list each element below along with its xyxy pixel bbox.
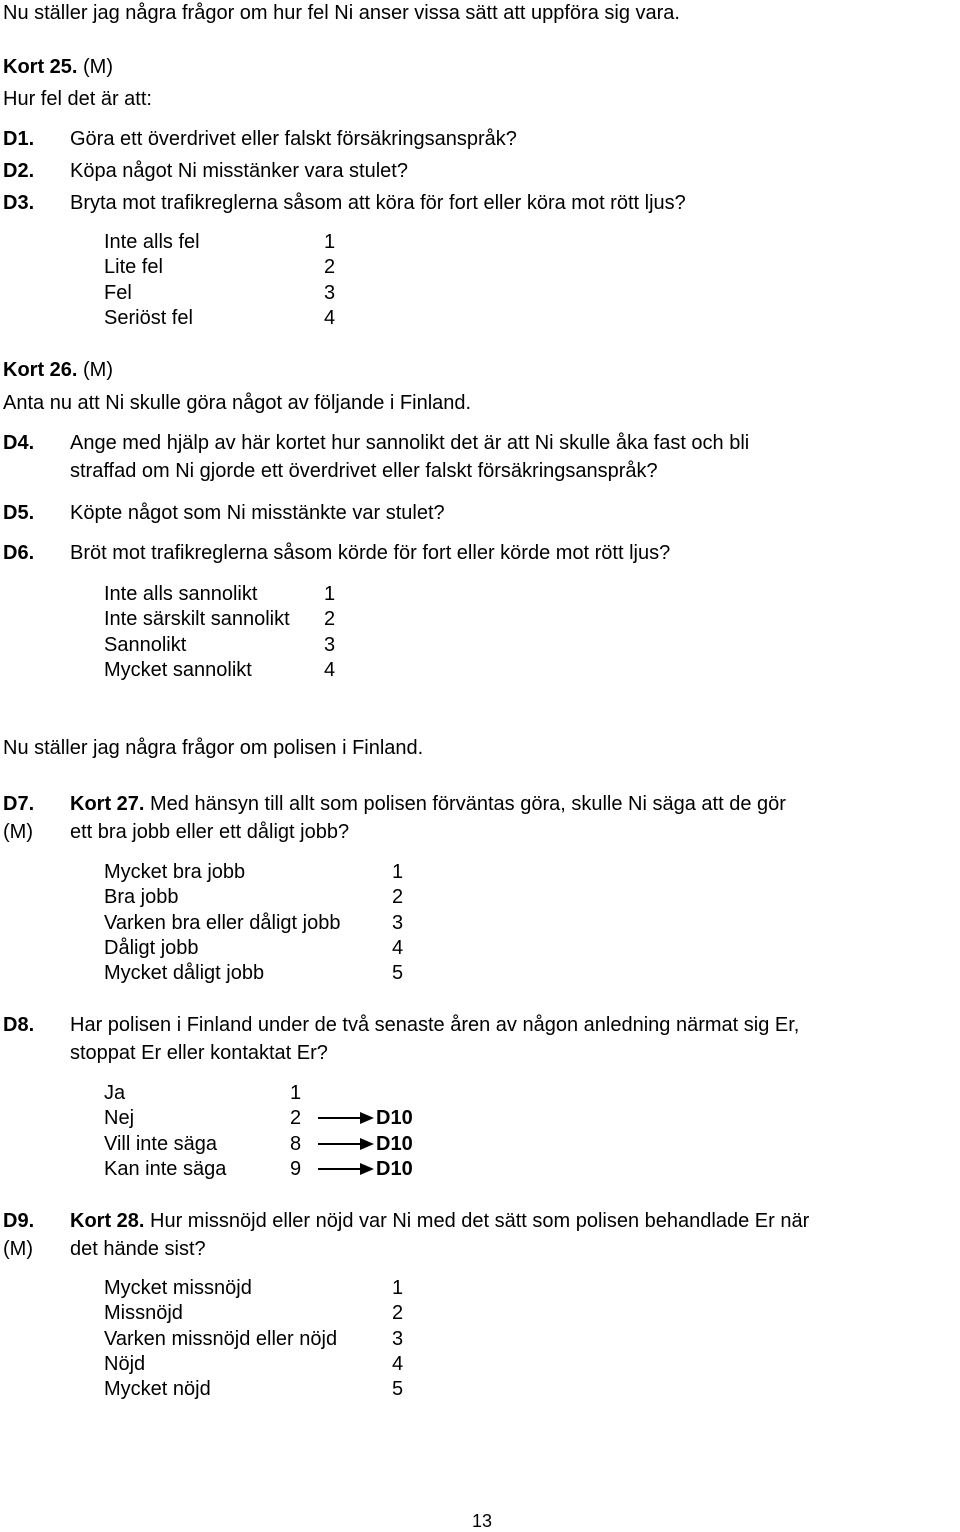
- option-code: 2: [392, 1302, 404, 1325]
- option-label: Nej: [104, 1107, 135, 1130]
- answer-option: [104, 306, 336, 331]
- question-id-d3: D3.: [3, 192, 35, 214]
- question-mark-d7: (M): [3, 821, 33, 843]
- option-code: 2: [392, 886, 404, 909]
- answer-option: [104, 230, 336, 255]
- card-label: Kort 28.: [70, 1210, 145, 1232]
- skip-arrow-icon: [318, 1134, 374, 1154]
- answer-option: [104, 607, 336, 632]
- skip-target: D10: [376, 1107, 413, 1130]
- question-text-d8-line1: Har polisen i Finland under de två senaste åren av någon anledning närmat sig Er,: [70, 1014, 800, 1036]
- option-code: 3: [392, 911, 404, 934]
- section-intro: Nu ställer jag några frågor om hur fel Ni anser vissa sätt att uppföra sig vara.: [3, 2, 680, 24]
- option-code: 3: [392, 1327, 404, 1350]
- answer-option: [104, 1301, 404, 1326]
- option-label: Sannolikt: [104, 633, 187, 656]
- card-lead: Hur fel det är att:: [3, 88, 152, 110]
- answer-option: [104, 1106, 413, 1131]
- answer-option: [104, 860, 404, 885]
- option-code: 1: [392, 861, 404, 883]
- option-code: 5: [392, 1378, 404, 1401]
- option-label: Seriöst fel: [104, 306, 193, 329]
- answer-option: [104, 1157, 413, 1182]
- option-label: Fel: [104, 281, 132, 304]
- option-code: 1: [324, 583, 336, 605]
- question-id-d5: D5.: [3, 502, 35, 524]
- answer-option: [104, 582, 336, 607]
- option-label: Inte särskilt sannolikt: [104, 608, 290, 631]
- option-label: Mycket dåligt jobb: [104, 962, 265, 985]
- option-code: 1: [324, 231, 336, 253]
- answer-option: [104, 633, 336, 658]
- card-mark: (M): [77, 56, 114, 78]
- card-label: Kort 25.: [3, 56, 78, 78]
- option-code: 4: [324, 306, 336, 329]
- answer-option: [104, 1352, 404, 1377]
- question-text-d4-line1: Ange med hjälp av här kortet hur sannolikt det är att Ni skulle åka fast och bli: [70, 432, 750, 454]
- answer-option: [104, 961, 404, 986]
- question-text-d5: Köpte något som Ni misstänkte var stulet?: [70, 502, 445, 524]
- option-code: 1: [392, 1277, 404, 1299]
- option-label: Lite fel: [104, 256, 163, 279]
- option-code: 3: [324, 281, 336, 304]
- skip-target: D10: [376, 1157, 413, 1180]
- option-code: 3: [324, 633, 336, 656]
- option-label: Mycket bra jobb: [104, 861, 246, 883]
- option-code: 1: [290, 1082, 302, 1104]
- question-text-d2: Köpa något Ni misstänker vara stulet?: [70, 160, 408, 182]
- question-text-d8-line2: stoppat Er eller kontaktat Er?: [70, 1042, 328, 1064]
- question-id-d6: D6.: [3, 542, 35, 564]
- option-label: Inte alls fel: [104, 231, 200, 253]
- question-text: Med hänsyn till allt som polisen förväntas göra, skulle Ni säga att de gör: [144, 793, 786, 815]
- card-label: Kort 26.: [3, 359, 78, 381]
- answer-option: [104, 281, 336, 306]
- option-label: Missnöjd: [104, 1302, 183, 1325]
- skip-arrow-icon: [318, 1108, 374, 1128]
- section-intro: Nu ställer jag några frågor om polisen i Finland.: [3, 737, 424, 759]
- question-text-d4-line2: straffad om Ni gjorde ett överdrivet eller falskt försäkringsanspråk?: [70, 460, 658, 482]
- option-code: 8: [290, 1132, 302, 1155]
- option-label: Varken missnöjd eller nöjd: [104, 1327, 338, 1350]
- question-text-d3: Bryta mot trafikreglerna såsom att köra för fort eller köra mot rött ljus?: [70, 192, 686, 214]
- question-id-d9: D9.: [3, 1210, 35, 1232]
- question-mark-d9: (M): [3, 1238, 33, 1260]
- option-label: Mycket missnöjd: [104, 1277, 252, 1299]
- option-label: Kan inte säga: [104, 1157, 227, 1180]
- answer-scale-1: [104, 230, 336, 331]
- question-id-d4: D4.: [3, 432, 35, 454]
- answer-scale-5: [104, 1276, 404, 1402]
- card-heading: [3, 55, 113, 79]
- skip-target: D10: [376, 1132, 413, 1155]
- answer-scale-4: [104, 1081, 413, 1182]
- answer-option: [104, 1327, 404, 1352]
- question-id-d1: D1.: [3, 128, 35, 150]
- card-mark: (M): [77, 359, 114, 381]
- question-text-d9-line2: det hände sist?: [70, 1238, 206, 1260]
- card-label: Kort 27.: [70, 793, 145, 815]
- option-label: Inte alls sannolikt: [104, 583, 258, 605]
- answer-option: [104, 936, 404, 961]
- question-text-d6: Bröt mot trafikreglerna såsom körde för fort eller körde mot rött ljus?: [70, 542, 671, 564]
- question-text-d7-line1: [70, 792, 786, 816]
- option-code: 2: [290, 1107, 302, 1130]
- option-label: Mycket sannolikt: [104, 658, 252, 681]
- page-number: 13: [472, 1511, 493, 1531]
- option-code: 2: [324, 608, 336, 631]
- option-label: Dåligt jobb: [104, 936, 199, 959]
- answer-option: [104, 255, 336, 280]
- answer-option: [104, 885, 404, 910]
- option-code: 2: [324, 256, 336, 279]
- question-text-d9-line1: [70, 1209, 809, 1233]
- question-id-d2: D2.: [3, 160, 35, 182]
- option-code: 4: [392, 1352, 404, 1375]
- option-code: 4: [392, 936, 404, 959]
- question-id-d8: D8.: [3, 1014, 35, 1036]
- answer-scale-2: [104, 582, 336, 683]
- answer-option: [104, 1132, 413, 1157]
- answer-option: [104, 1377, 404, 1402]
- answer-scale-3: [104, 860, 404, 986]
- option-label: Ja: [104, 1082, 126, 1104]
- option-label: Nöjd: [104, 1352, 146, 1375]
- option-label: Vill inte säga: [104, 1132, 218, 1155]
- answer-option: [104, 911, 404, 936]
- card-lead: Anta nu att Ni skulle göra något av följande i Finland.: [3, 392, 472, 414]
- answer-option: [104, 658, 336, 683]
- option-label: Varken bra eller dåligt jobb: [104, 911, 341, 934]
- answer-option: [104, 1276, 404, 1301]
- skip-arrow-icon: [318, 1159, 374, 1179]
- option-code: 4: [324, 658, 336, 681]
- option-code: 9: [290, 1157, 302, 1180]
- option-label: Mycket nöjd: [104, 1378, 211, 1401]
- card-heading: [3, 358, 113, 382]
- option-label: Bra jobb: [104, 886, 179, 909]
- question-id-d7: D7.: [3, 793, 35, 815]
- question-text: Hur missnöjd eller nöjd var Ni med det sätt som polisen behandlade Er när: [144, 1210, 810, 1232]
- question-text-d7-line2: ett bra jobb eller ett dåligt jobb?: [70, 821, 350, 843]
- question-text-d1: Göra ett överdrivet eller falskt försäkringsanspråk?: [70, 128, 517, 150]
- option-code: 5: [392, 962, 404, 985]
- answer-option: [104, 1081, 302, 1106]
